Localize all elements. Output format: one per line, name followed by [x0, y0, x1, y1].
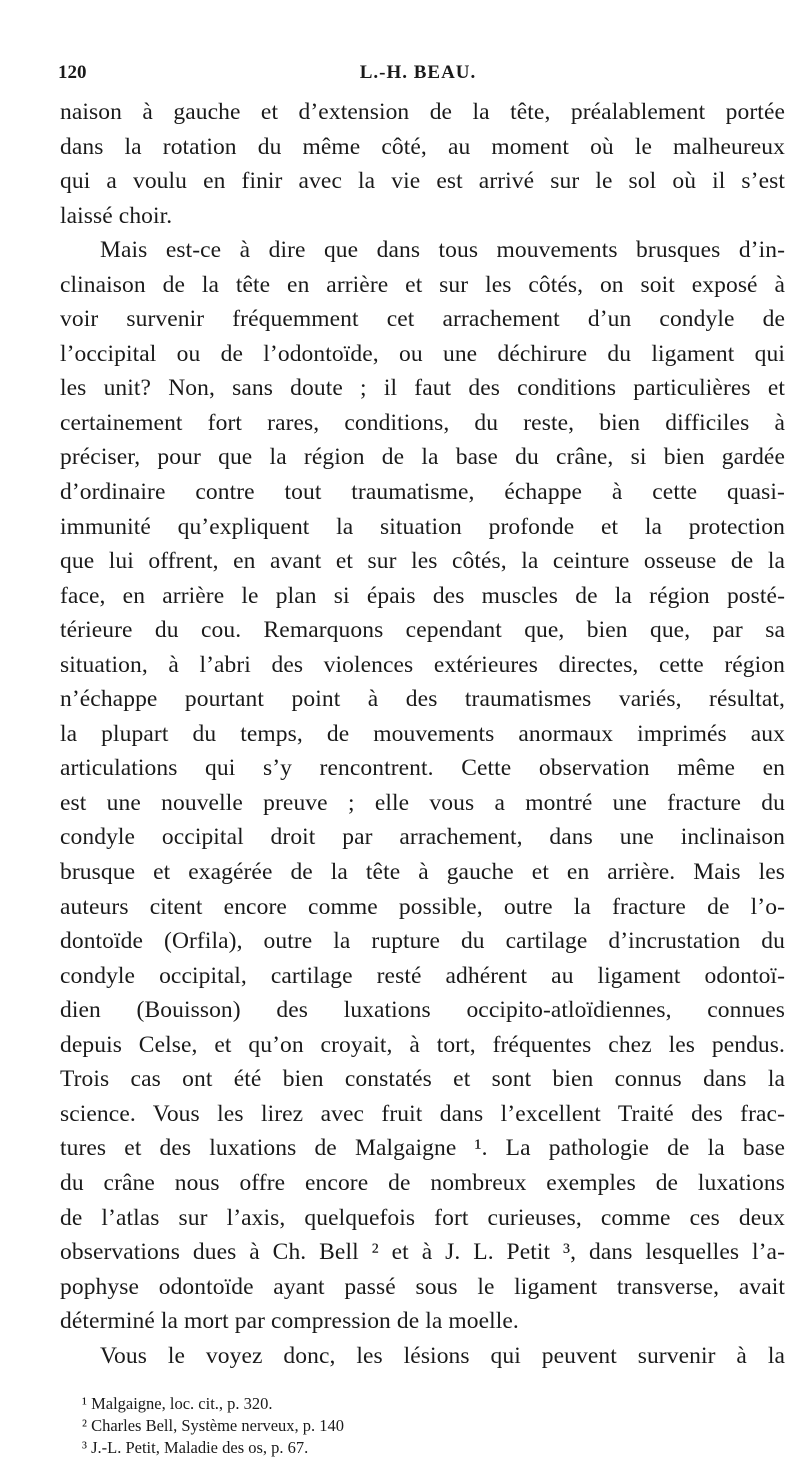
text-line: situation, à l’abri des violences extérieures directes, cette région	[60, 651, 785, 678]
text-line: voir survenir fréquemment cet arrachement d’un condyle de	[60, 306, 785, 333]
text-line: n’échappe pourtant point à des traumatismes variés, résultat,	[60, 686, 785, 713]
text-line: condyle occipital droit par arrachement, dans une inclinaison	[60, 824, 785, 851]
page-number: 120	[58, 62, 87, 83]
footnote: ¹ Malgaigne, loc. cit., p. 320.	[82, 1394, 273, 1413]
text-line: articulations qui s’y rencontrent. Cette observation même en	[60, 755, 785, 782]
text-line: est une nouvelle preuve ; elle vous a montré une fracture du	[60, 789, 785, 816]
text-line: clinaison de la tête en arrière et sur les côtés, on soit exposé à	[60, 271, 785, 298]
text-line: térieure du cou. Remarquons cependant que, bien que, par sa	[60, 617, 785, 644]
text-line: observations dues à Ch. Bell ² et à J. L. Petit ³, dans lesquelles l’a-	[60, 1239, 785, 1266]
text-line: que lui offrent, en avant et sur les côtés, la ceinture osseuse de la	[60, 548, 785, 575]
text-line: brusque et exagérée de la tête à gauche et en arrière. Mais les	[60, 859, 785, 886]
text-line: science. Vous les lirez avec fruit dans l’excellent Traité des frac-	[60, 1100, 785, 1127]
text-line: Vous le voyez donc, les lésions qui peuvent survenir à la	[100, 1342, 785, 1369]
text-line: dontoïde (Orfila), outre la rupture du cartilage d’incrustation du	[60, 928, 785, 955]
text-line: de l’atlas sur l’axis, quelquefois fort curieuses, comme ces deux	[60, 1204, 785, 1231]
text-line: naison à gauche et d’extension de la tête, préalablement portée	[60, 99, 785, 125]
text-line: préciser, pour que la région de la base du crâne, si bien gardée	[60, 444, 785, 471]
page-header	[58, 62, 778, 92]
footnote: ² Charles Bell, Système nerveux, p. 140	[82, 1416, 345, 1435]
text-line: laissé choir.	[60, 202, 173, 229]
text-line: certainement fort rares, conditions, du reste, bien difficiles à	[60, 409, 785, 436]
text-line: dien (Bouisson) des luxations occipito-atloïdiennes, connues	[60, 997, 785, 1024]
text-line: d’ordinaire contre tout traumatisme, échappe à cette quasi-	[60, 479, 785, 506]
footnotes	[82, 1393, 682, 1459]
text-line: pophyse odontoïde ayant passé sous le ligament transverse, avait	[60, 1273, 785, 1300]
text-line: tures et des luxations de Malgaigne ¹. La pathologie de la base	[60, 1135, 785, 1162]
text-line: dans la rotation du même côté, au moment où le malheureux	[60, 133, 785, 160]
text-line: immunité qu’expliquent la situation profonde et la protection	[60, 513, 785, 540]
text-line: déterminé la mort par compression de la moelle.	[60, 1308, 519, 1335]
running-head: L.-H. BEAU.	[359, 62, 477, 83]
text-line: depuis Celse, et qu’on croyait, à tort, fréquentes chez les pendus.	[60, 1031, 785, 1058]
text-line: la plupart du temps, de mouvements anormaux imprimés aux	[60, 720, 785, 747]
text-line: les unit? Non, sans doute ; il faut des conditions particulières et	[60, 375, 785, 402]
text-line: du crâne nous offre encore de nombreux exemples de luxations	[60, 1169, 785, 1196]
text-line: qui a voulu en finir avec la vie est arrivé sur le sol où il s’est	[60, 168, 785, 195]
text-line: Mais est-ce à dire que dans tous mouvements brusques d’in-	[100, 237, 785, 264]
body-text	[60, 95, 785, 1373]
text-line: face, en arrière le plan si épais des muscles de la région posté-	[60, 582, 785, 609]
footnote: ³ J.-L. Petit, Maladie des os, p. 67.	[82, 1438, 309, 1457]
text-line: Trois cas ont été bien constatés et sont bien connus dans la	[60, 1066, 785, 1093]
text-line: condyle occipital, cartilage resté adhérent au ligament odontoï-	[60, 962, 785, 989]
text-line: auteurs citent encore comme possible, outre la fracture de l’o-	[60, 893, 785, 920]
text-line: l’occipital ou de l’odontoïde, ou une déchirure du ligament qui	[60, 340, 785, 367]
